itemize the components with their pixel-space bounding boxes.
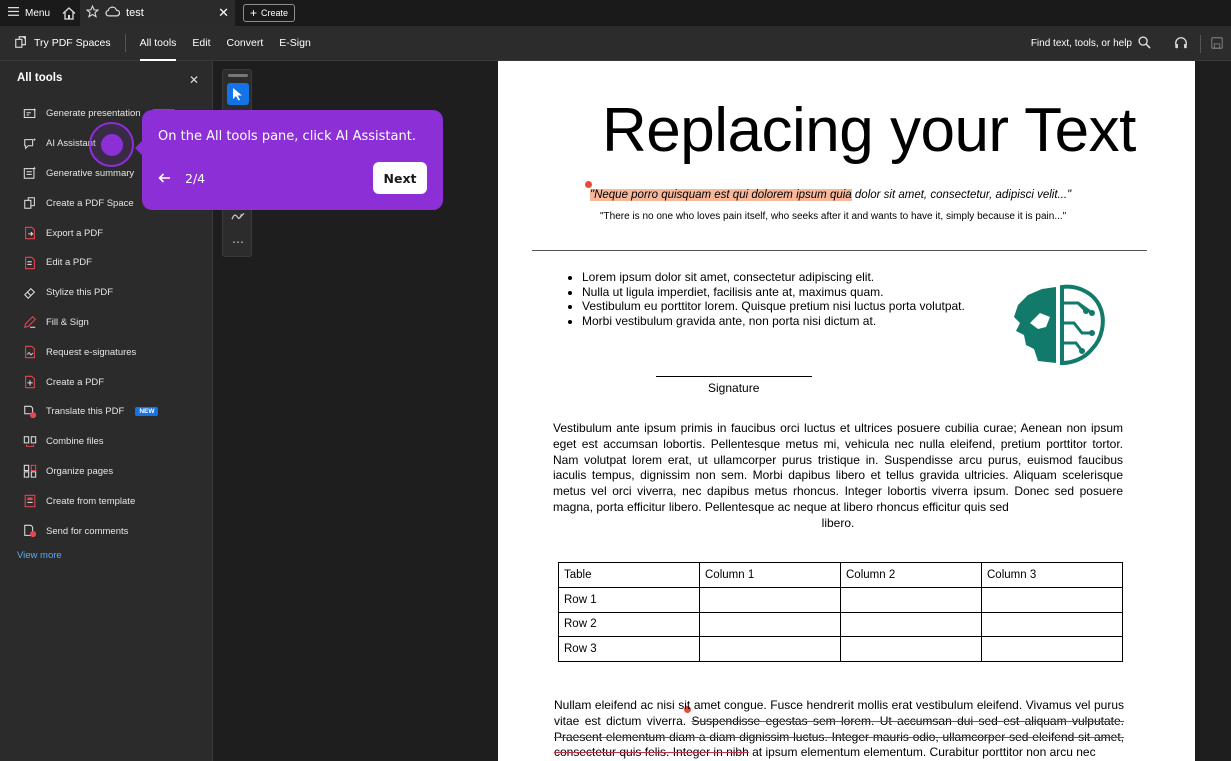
tab-title: test bbox=[126, 7, 144, 19]
headphones-icon[interactable] bbox=[1174, 36, 1188, 53]
tool-label: Create a PDF Space bbox=[46, 197, 134, 209]
bullet-list bbox=[568, 270, 965, 328]
table-header: Column 2 bbox=[841, 563, 982, 588]
tool-combine-files[interactable] bbox=[0, 427, 213, 457]
menu-label: Menu bbox=[25, 7, 51, 19]
more-tools-icon[interactable]: ⋯ bbox=[232, 235, 244, 249]
tour-dot bbox=[101, 134, 123, 156]
edit-pdf-icon bbox=[23, 256, 37, 270]
combine-icon bbox=[23, 435, 37, 449]
fill-sign-icon bbox=[23, 315, 37, 329]
table-cell bbox=[700, 587, 841, 612]
tool-label: Export a PDF bbox=[46, 227, 104, 239]
list-item: • Vestibulum eu porttitor lorem. Quisque pretium nisi luctus porta volutpat. bbox=[582, 299, 965, 314]
table-cell bbox=[841, 637, 982, 662]
pdf-space-icon bbox=[23, 196, 37, 210]
tool-fill-sign[interactable] bbox=[0, 308, 213, 338]
view-more-link[interactable]: View more bbox=[17, 550, 62, 561]
quote-translation: "There is no one who loves pain itself, who seeks after it and wants to have it, simply because it is pain..." bbox=[600, 211, 1067, 222]
tab-convert[interactable]: Convert bbox=[226, 37, 264, 49]
select-tool-icon[interactable] bbox=[227, 83, 249, 105]
search-icon[interactable] bbox=[1138, 36, 1151, 52]
pane-title: All tools bbox=[17, 72, 63, 84]
table-row bbox=[559, 612, 1123, 637]
tool-label: Combine files bbox=[46, 436, 104, 448]
table-cell bbox=[841, 612, 982, 637]
quote-rest: dolor sit amet, consectetur, adipisci velit..." bbox=[851, 189, 1072, 201]
presentation-icon bbox=[23, 107, 37, 121]
tool-label: Fill & Sign bbox=[46, 316, 89, 328]
table-row bbox=[559, 637, 1123, 662]
create-pdf-icon bbox=[23, 375, 37, 389]
create-button[interactable] bbox=[243, 4, 295, 22]
tool-label: Request e-signatures bbox=[46, 346, 137, 358]
signature-label: Signature bbox=[708, 381, 760, 395]
tool-label: Create a PDF bbox=[46, 376, 105, 388]
table-header: Column 1 bbox=[700, 563, 841, 588]
table-row bbox=[559, 587, 1123, 612]
tab-all-tools[interactable]: All tools bbox=[132, 26, 185, 61]
comment-send-icon bbox=[23, 524, 37, 538]
pdf-spaces-icon bbox=[14, 35, 28, 52]
find-search[interactable] bbox=[1031, 26, 1151, 61]
find-label: Find text, tools, or help bbox=[1030, 38, 1132, 49]
close-pane-icon[interactable]: ✕ bbox=[189, 73, 200, 87]
right-gutter bbox=[1195, 61, 1231, 761]
next-button[interactable]: Next bbox=[373, 162, 427, 194]
tool-label: Stylize this PDF bbox=[46, 287, 114, 299]
ai-chat-icon bbox=[23, 137, 37, 151]
tool-translate-pdf[interactable] bbox=[0, 397, 213, 427]
paragraph[interactable] bbox=[554, 698, 1124, 761]
toolbar-divider bbox=[125, 34, 126, 52]
paragraph-text-last: libero. bbox=[821, 515, 855, 530]
hamburger-icon bbox=[8, 7, 19, 19]
table-cell: Row 2 bbox=[559, 612, 700, 637]
tool-request-esignatures[interactable] bbox=[0, 337, 213, 367]
tool-edit-pdf[interactable] bbox=[0, 248, 213, 278]
tool-label: Translate this PDF bbox=[46, 406, 125, 418]
tool-create-pdf[interactable] bbox=[0, 367, 213, 397]
table-header: Column 3 bbox=[982, 563, 1123, 588]
table-cell: Row 1 bbox=[559, 587, 700, 612]
table-cell bbox=[841, 587, 982, 612]
table-cell bbox=[700, 637, 841, 662]
table-cell bbox=[982, 637, 1123, 662]
document-tab[interactable] bbox=[80, 0, 235, 26]
list-item: • Morbi vestibulum gravida ante, non porta nisi dictum at. bbox=[582, 314, 965, 329]
tool-create-from-template[interactable] bbox=[0, 486, 213, 516]
tab-e-sign[interactable]: E-Sign bbox=[279, 37, 311, 49]
list-item: • Nulla ut ligula imperdiet, facilisis ante at, maximus quam. bbox=[582, 285, 965, 300]
pdf-page bbox=[498, 61, 1195, 761]
paragraph-text: Vestibulum ante ipsum primis in faucibus orci luctus et ultrices posuere cubilia curae; Aenean non ipsum eget est accumsan lobortis. Pellentesque metus mi, vehicula nec nulla eleifend, pretium porttitor tortor. Nam volutpat lorem erat, ut ullamcorper purus tristique in. Suspendisse arcu purus, euismod faucibus iaculis tempus, dignissim non sem. Morbi dapibus libero et tellus gravida ultricies. Aliquam scelerisque metus vel orci viverra, nec dapibus metus rhoncus. Integer lobortis viverra ipsum. Donec sed posuere magna, porta efficitur libero. Pellentesque ac neque at libero rhoncus efficitur quis sed bbox=[553, 421, 1123, 514]
signature-line bbox=[656, 376, 812, 377]
tool-label: Generate presentation bbox=[46, 108, 141, 120]
tool-send-for-comments[interactable] bbox=[0, 516, 213, 546]
tour-highlight-marker[interactable] bbox=[89, 122, 134, 167]
close-tab-icon[interactable]: ✕ bbox=[218, 5, 230, 20]
home-icon[interactable] bbox=[58, 0, 80, 26]
organize-icon bbox=[23, 464, 37, 478]
toolbar-divider-right bbox=[1200, 35, 1201, 53]
template-icon bbox=[23, 494, 37, 508]
draw-icon[interactable] bbox=[231, 208, 245, 226]
drag-handle[interactable] bbox=[228, 74, 248, 77]
title-bar bbox=[0, 0, 1231, 26]
summary-icon bbox=[23, 166, 37, 180]
create-label: Create bbox=[261, 8, 289, 18]
strikethrough-text: Suspendisse egestas sem lorem. Ut accumsan dui sed est aliquam vulputate. Praesent elementum diam a diam dignissim luctus. Integer mauris odio, ullamcorper sed eleifend sit amet, consectetur quis felis. Integer in nibh bbox=[554, 713, 1125, 760]
tool-label: Send for comments bbox=[46, 525, 129, 537]
table-cell bbox=[982, 587, 1123, 612]
tool-organize-pages[interactable] bbox=[0, 457, 213, 487]
tool-label: Edit a PDF bbox=[46, 257, 92, 269]
table-header: Table bbox=[559, 563, 700, 588]
cloud-icon bbox=[105, 6, 120, 20]
tour-tooltip-text: On the All tools pane, click AI Assistant. bbox=[158, 129, 416, 144]
paragraph[interactable] bbox=[553, 421, 1123, 532]
translate-icon bbox=[23, 405, 37, 419]
table-header-row bbox=[559, 563, 1123, 588]
try-pdf-spaces-label: Try PDF Spaces bbox=[34, 37, 111, 49]
esign-request-icon bbox=[23, 345, 37, 359]
tool-label: Organize pages bbox=[46, 465, 114, 477]
try-pdf-spaces-button[interactable] bbox=[0, 26, 119, 61]
new-badge: NEW bbox=[135, 407, 158, 416]
menu-button[interactable] bbox=[0, 0, 58, 26]
tool-label: Create from template bbox=[46, 495, 136, 507]
tool-export-pdf[interactable] bbox=[0, 218, 213, 248]
paragraph-text: Nullam eleifend ac nisi sit amet congue. Fusce hendrerit mollis erat vestibulum eleifend. Vivamus vel purus vitae est dictum viverra. bbox=[554, 698, 1124, 728]
table-cell bbox=[700, 612, 841, 637]
brain-logo-icon bbox=[1012, 283, 1106, 372]
document-title[interactable]: Replacing your Text bbox=[602, 96, 1136, 165]
table-cell: Row 3 bbox=[559, 637, 700, 662]
paragraph-text: at ipsum elementum elementum. Curabitur porttitor non arcu nec bbox=[748, 745, 1096, 760]
stylize-icon bbox=[23, 286, 37, 300]
list-item: • Lorem ipsum dolor sit amet, consectetur adipiscing elit. bbox=[582, 270, 965, 285]
data-table[interactable] bbox=[558, 562, 1123, 662]
save-icon[interactable] bbox=[1210, 36, 1224, 53]
tour-tooltip bbox=[142, 110, 443, 210]
tool-label: AI Assistant bbox=[46, 138, 96, 150]
horizontal-rule bbox=[532, 250, 1147, 251]
tool-label: Generative summary bbox=[46, 167, 135, 179]
plus-icon: + bbox=[250, 6, 258, 20]
export-pdf-icon bbox=[23, 226, 37, 240]
comment-marker-icon[interactable] bbox=[585, 181, 592, 188]
tool-stylize-pdf[interactable] bbox=[0, 278, 213, 308]
back-arrow-icon[interactable] bbox=[158, 172, 171, 187]
highlighted-text[interactable]: "Neque porro quisquam est qui dolorem ipsum quia bbox=[590, 189, 852, 201]
tour-step-indicator: 2/4 bbox=[185, 171, 206, 186]
top-toolbar bbox=[0, 26, 1231, 61]
tab-edit[interactable]: Edit bbox=[192, 37, 211, 49]
star-icon[interactable] bbox=[86, 5, 99, 21]
latin-quote[interactable] bbox=[590, 189, 1071, 201]
table-cell bbox=[982, 612, 1123, 637]
